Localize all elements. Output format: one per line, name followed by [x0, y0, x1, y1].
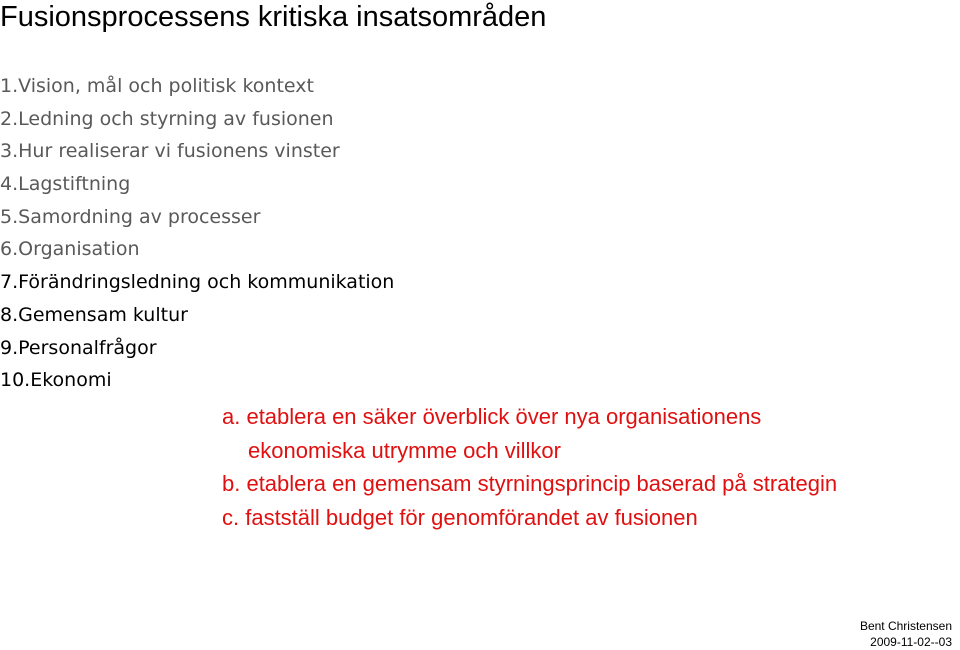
- item-number: 1.: [0, 75, 19, 97]
- footer-author: Bent Christensen: [859, 619, 952, 633]
- list-item: [0, 70, 394, 103]
- item-label: Förändringsledning och kommunikation: [18, 271, 395, 294]
- item-number: 3.: [0, 140, 19, 163]
- item-number: 7.: [0, 271, 19, 294]
- list-item: [0, 266, 394, 299]
- item-number: 8.: [0, 303, 19, 326]
- item-label: Organisation: [18, 238, 140, 261]
- item-label: Personalfrågor: [18, 336, 157, 359]
- list-item: [0, 135, 394, 168]
- insatsomraden-list: [0, 70, 394, 397]
- item-number: 4.: [0, 173, 19, 196]
- item-label: Gemensam kultur: [18, 303, 188, 326]
- item-label: Ledning och styrning av fusionen: [18, 107, 334, 130]
- item-number: 6.: [0, 238, 19, 261]
- ekonomi-sub-items: [222, 400, 952, 535]
- item-number: 2.: [0, 107, 19, 130]
- page-title: Fusionsprocessens kritiska insatsområden: [0, 1, 547, 33]
- sub-item-b: b. etablera en gemensam styrningsprincip baserad på strategin: [222, 471, 838, 497]
- item-number: 9.: [0, 336, 19, 359]
- list-item: [0, 201, 394, 234]
- list-item: [0, 299, 394, 332]
- item-label: Samordning av processer: [18, 205, 261, 228]
- list-item: [0, 168, 394, 201]
- item-label: Vision, mål och politisk kontext: [18, 75, 314, 97]
- sub-item-a-line1: a. etablera en säker överblick över nya organisationens: [222, 404, 762, 429]
- item-label: Hur realiserar vi fusionens vinster: [18, 140, 340, 163]
- item-label: Ekonomi: [30, 369, 112, 392]
- item-number: 5.: [0, 205, 19, 228]
- sub-item-c: c. fastställ budget för genomförandet av fusionen: [222, 505, 698, 531]
- item-number: 10.: [0, 369, 31, 392]
- list-item: [0, 103, 394, 136]
- list-item: [0, 332, 394, 365]
- list-item: [0, 364, 394, 397]
- footer-date: 2009-11-02--03: [870, 635, 952, 649]
- footer: [860, 618, 952, 650]
- list-item: [0, 233, 394, 266]
- item-label: Lagstiftning: [18, 173, 131, 196]
- sub-item-a-line2: ekonomiska utrymme och villkor: [248, 437, 561, 463]
